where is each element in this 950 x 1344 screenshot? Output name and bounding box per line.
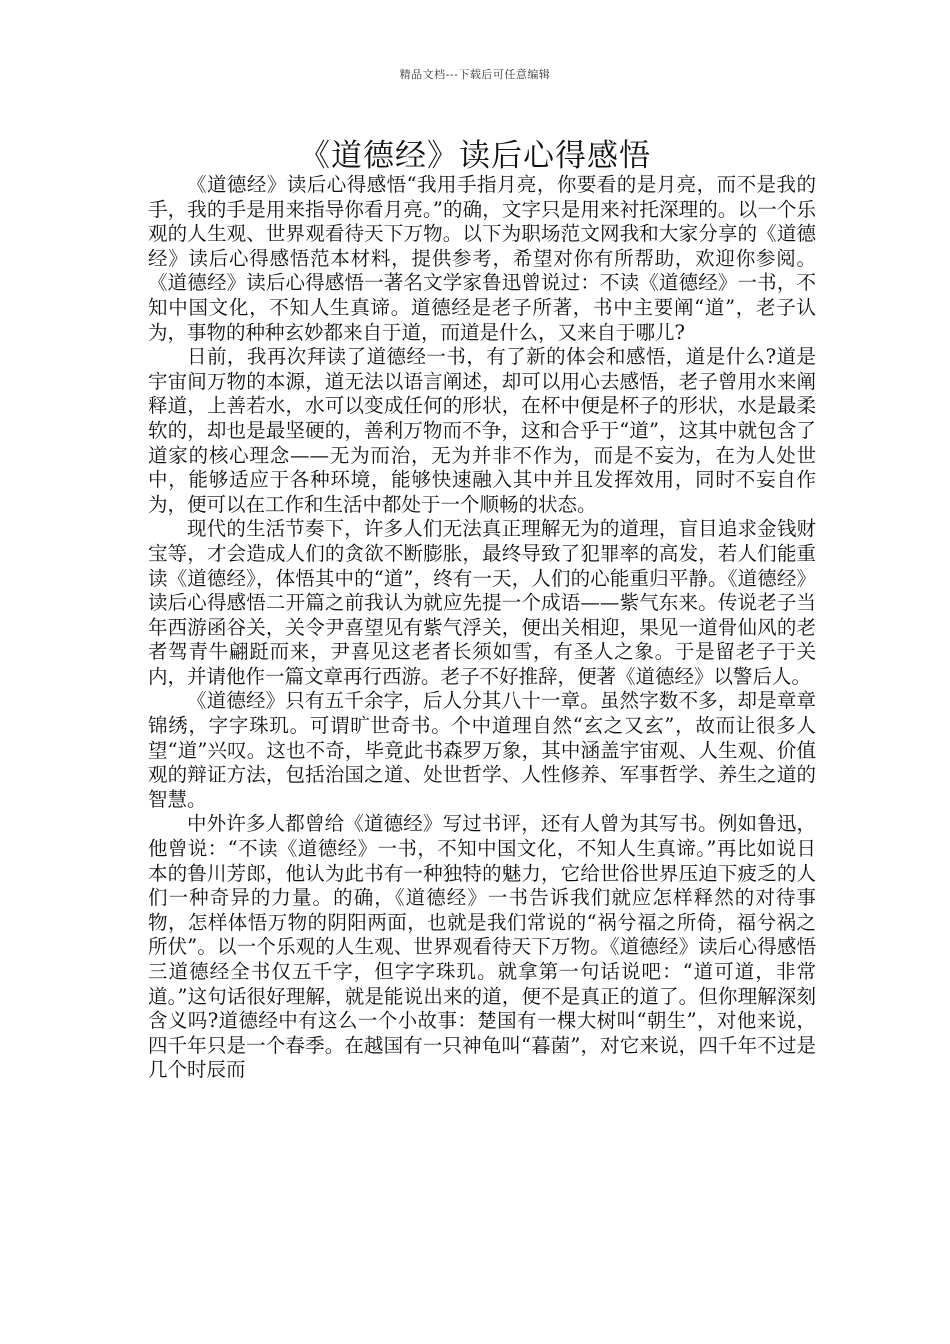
document-title: 《道德经》读后心得感悟 [299,138,651,174]
document-header-note: 精品文档---下载后可任意编辑 [399,68,551,81]
paragraph-4: 《道德经》只有五千余字，后人分其八十一章。虽然字数不多，却是章章锦绣，字字珠玑。可谓旷世奇书。个中道理自然“玄之又玄”，故而让很多人望“道”兴叹。这也不奇，毕竟此书森罗万象，其中涵盖宇宙观、人生观、价值观的辩证方法，包括治国之道、处世哲学、人性修养、军事哲学、养生之道的智慧。 [148,689,816,811]
paragraph-5: 中外许多人都曾给《道德经》写过书评，还有人曾为其写书。例如鲁迅，他曾说：“不读《道德经》一书，不知中国文化，不知人生真谛。”再比如说日本的鲁川芳郎，他认为此书有一种独特的魅力，它给世俗世界压迫下疲乏的人们一种奇异的力量。的确，《道德经》一书告诉我们就应怎样释然的对待事物，怎样体悟万物的阴阳两面，也就是我们常说的“祸兮福之所倚，福兮祸之所伏”。以一个乐观的人生观、世界观看待天下万物。《道德经》读后心得感悟三道德经全书仅五千字，但字字珠玑。就拿第一句话说吧：“道可道，非常道。”这句话很好理解，就是能说出来的道，便不是真正的道了。但你理解深刻含义吗?道德经中有这么一个小故事：楚国有一棵大树叫“朝生”，对他来说，四千年只是一个春季。在越国有一只神龟叫“暮菌”，对它来说，四千年不过是几个时辰而 [148,812,816,1082]
paragraph-1: 《道德经》读后心得感悟“我用手指月亮，你要看的是月亮，而不是我的手，我的手是用来指导你看月亮。”的确，文字只是用来衬托深理的。以一个乐观的人生观、世界观看待天下万物。以下为职场范文网我和大家分享的《道德经》读后心得感悟范本材料，提供参考，希望对你有所帮助，欢迎你参阅。《道德经》读后心得感悟一著名文学家鲁迅曾说过：不读《道德经》一书，不知中国文化，不知人生真谛。道德经是老子所著，书中主要阐“道”，老子认为，事物的种种玄妙都来自于道，而道是什么，又来自于哪儿? [148,173,816,344]
paragraph-2: 日前，我再次拜读了道德经一书，有了新的体会和感悟，道是什么?道是宇宙间万物的本源，道无法以语言阐述，却可以用心去感悟，老子曾用水来阐释道，上善若水，水可以变成任何的形状，在杯中便是杯子的形状，水是最柔软的，却也是最坚硬的，善利万物而不争，这和合乎于“道”，这其中就包含了道家的核心理念——无为而治，无为并非不作为，而是不妄为，在为人处世中，能够适应于各种环境，能够快速融入其中并且发挥效用，同时不妄自作为，便可以在工作和生活中都处于一个顺畅的状态。 [148,345,816,516]
paragraph-3: 现代的生活节奏下，许多人们无法真正理解无为的道理，盲目追求金钱财宝等，才会造成人们的贪欲不断膨胀，最终导致了犯罪率的高发，若人们能重读《道德经》，体悟其中的“道”，终有一天，人们的心能重归平静。《道德经》读后心得感悟二开篇之前我认为就应先提一个成语——紫气东来。传说老子当年西游函谷关，关令尹喜望见有紫气浮关，便出关相迎，果见一道骨仙风的老者驾青牛翩跹而来，尹喜见这老者长须如雪，有圣人之象。于是留老子于关内，并请他作一篇文章再行西游。老子不好推辞，便著《道德经》以警后人。 [148,517,816,688]
document-body [148,173,816,1083]
